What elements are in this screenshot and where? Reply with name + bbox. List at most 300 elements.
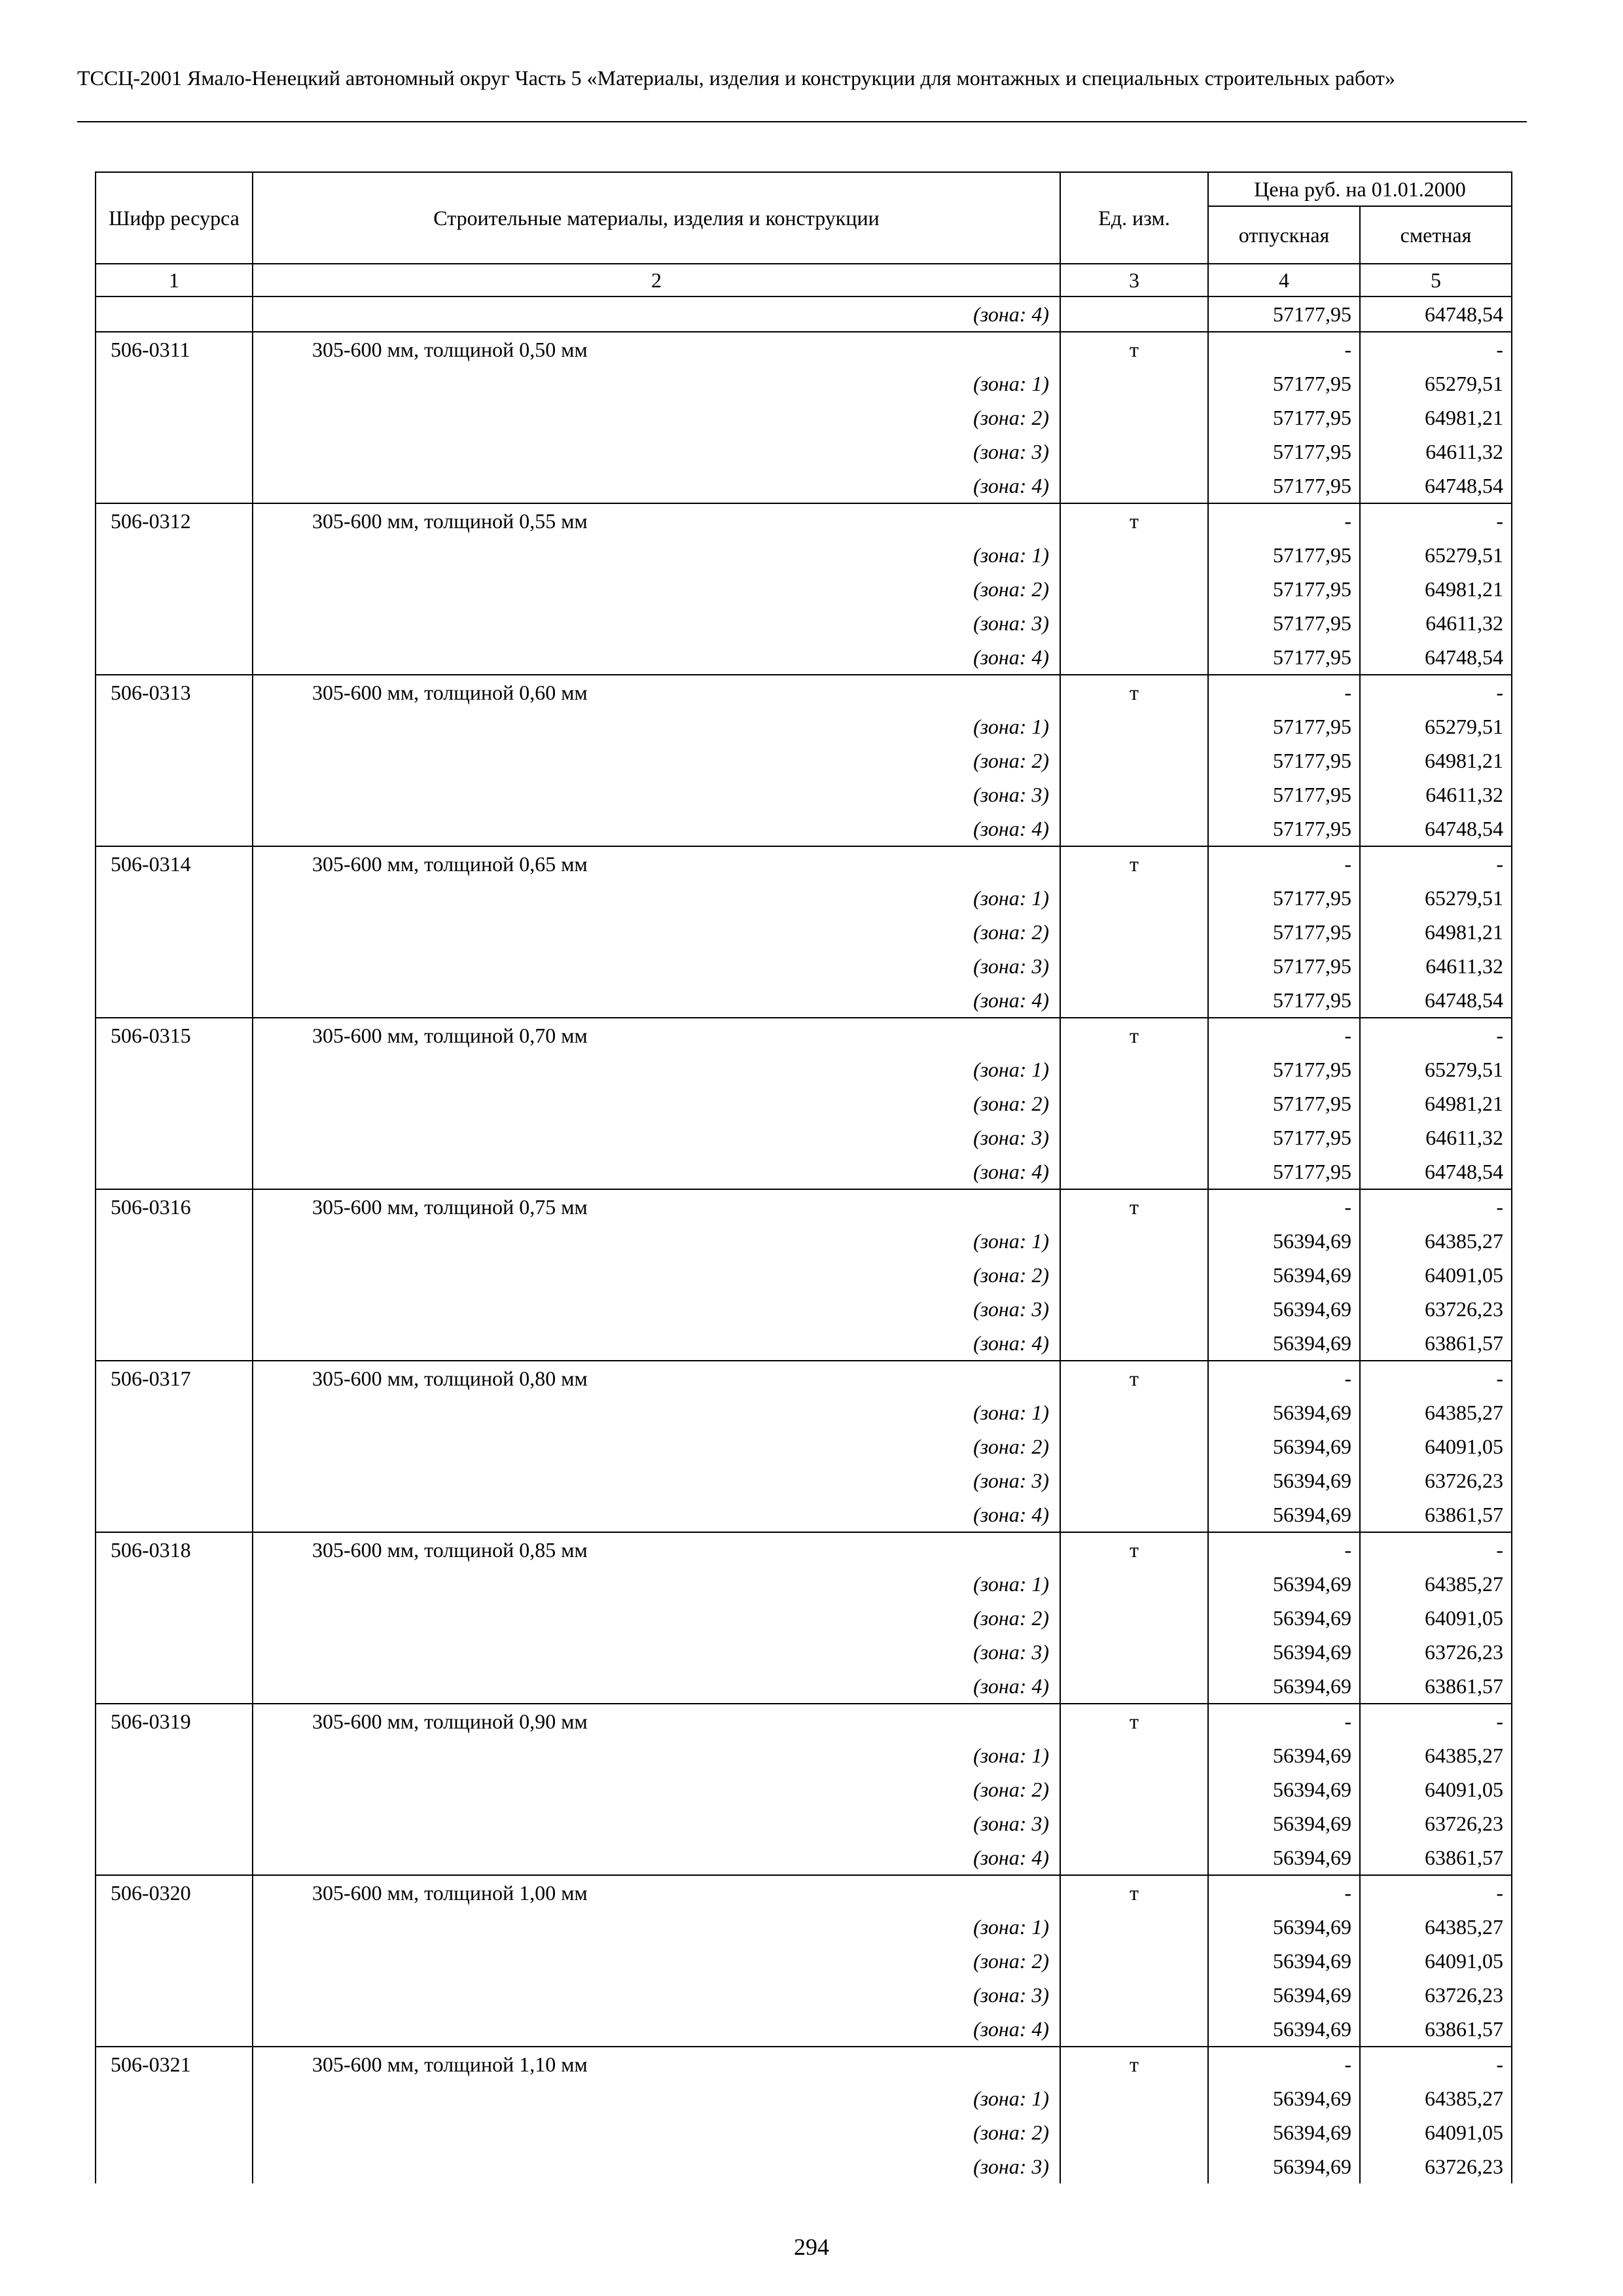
unit-cell [1060, 983, 1208, 1018]
zone-label-cell: (зона: 1) [253, 367, 1060, 401]
material-name-cell: 305-600 мм, толщиной 0,75 мм [253, 1189, 1060, 1224]
material-name-cell: 305-600 мм, толщиной 0,65 мм [253, 846, 1060, 881]
material-name-cell: 305-600 мм, толщиной 0,50 мм [253, 332, 1060, 367]
zone-label-cell: (зона: 3) [253, 778, 1060, 812]
table-row [96, 983, 1512, 1018]
unit-cell [1060, 1326, 1208, 1361]
release-price-cell: 57177,95 [1208, 640, 1360, 675]
resource-code-cell [96, 1155, 253, 1189]
resource-code-cell [96, 812, 253, 846]
estimate-price-cell: 65279,51 [1360, 367, 1512, 401]
resource-code-cell [96, 1978, 253, 2012]
unit-cell [1060, 640, 1208, 675]
col-header-name: Строительные материалы, изделия и конструкции [253, 172, 1060, 264]
unit-cell [1060, 1052, 1208, 1086]
resource-code-cell [96, 744, 253, 778]
table-row [96, 1567, 1512, 1601]
resource-code-cell [96, 1052, 253, 1086]
estimate-price-cell: 65279,51 [1360, 1052, 1512, 1086]
resource-code-cell [96, 2149, 253, 2183]
table-header [96, 172, 1512, 296]
zone-label-cell: (зона: 3) [253, 2149, 1060, 2183]
unit-cell [1060, 2115, 1208, 2149]
release-price-cell: 56394,69 [1208, 1463, 1360, 1498]
col-number-2: 2 [253, 264, 1060, 296]
unit-cell: т [1060, 1875, 1208, 1910]
unit-cell: т [1060, 1189, 1208, 1224]
estimate-price-cell: 64748,54 [1360, 983, 1512, 1018]
resource-code-cell [96, 1224, 253, 1258]
material-name-cell: 305-600 мм, толщиной 0,90 мм [253, 1704, 1060, 1738]
unit-cell [1060, 1944, 1208, 1978]
table-row [96, 435, 1512, 469]
release-price-cell: 56394,69 [1208, 1635, 1360, 1669]
estimate-price-cell: 64091,05 [1360, 1772, 1512, 1806]
estimate-price-cell: 64385,27 [1360, 1395, 1512, 1429]
table-row [96, 1086, 1512, 1121]
resource-code-cell [96, 1806, 253, 1840]
unit-cell [1060, 744, 1208, 778]
col-header-unit: Ед. изм. [1060, 172, 1208, 264]
estimate-price-cell: 64385,27 [1360, 2081, 1512, 2115]
unit-cell [1060, 1806, 1208, 1840]
release-price-cell: 57177,95 [1208, 1086, 1360, 1121]
zone-label-cell: (зона: 1) [253, 1910, 1060, 1944]
release-price-cell: 56394,69 [1208, 2149, 1360, 2183]
release-price-cell: 56394,69 [1208, 1910, 1360, 1944]
estimate-price-cell: 63861,57 [1360, 1326, 1512, 1361]
release-price-cell: 56394,69 [1208, 1292, 1360, 1326]
resource-code-cell: 506-0316 [96, 1189, 253, 1224]
estimate-price-cell: - [1360, 332, 1512, 367]
resource-code-cell [96, 778, 253, 812]
release-price-cell: 56394,69 [1208, 1738, 1360, 1772]
estimate-price-cell: 64611,32 [1360, 1121, 1512, 1155]
unit-cell [1060, 367, 1208, 401]
document-header: ТССЦ-2001 Ямало-Ненецкий автономный округ Часть 5 «Материалы, изделия и конструкции для монтажных и специальных строительных работ» [77, 66, 1395, 90]
resource-code-cell [96, 1121, 253, 1155]
release-price-cell: - [1208, 1875, 1360, 1910]
unit-cell [1060, 1121, 1208, 1155]
zone-label-cell: (зона: 1) [253, 1738, 1060, 1772]
table-row [96, 1121, 1512, 1155]
unit-cell: т [1060, 846, 1208, 881]
unit-cell [1060, 1978, 1208, 2012]
table-row [96, 1292, 1512, 1326]
resource-code-cell: 506-0319 [96, 1704, 253, 1738]
resource-code-cell [96, 1601, 253, 1635]
table-row [96, 778, 1512, 812]
estimate-price-cell: 63861,57 [1360, 2012, 1512, 2047]
release-price-cell: 57177,95 [1208, 983, 1360, 1018]
estimate-price-cell: 64611,32 [1360, 778, 1512, 812]
resource-code-cell: 506-0314 [96, 846, 253, 881]
release-price-cell: 56394,69 [1208, 1498, 1360, 1532]
zone-label-cell: (зона: 3) [253, 1635, 1060, 1669]
zone-label-cell: (зона: 4) [253, 1326, 1060, 1361]
resource-code-cell: 506-0321 [96, 2047, 253, 2081]
release-price-cell: 56394,69 [1208, 1567, 1360, 1601]
release-price-cell: - [1208, 1704, 1360, 1738]
estimate-price-cell: 64611,32 [1360, 949, 1512, 983]
unit-cell [1060, 1498, 1208, 1532]
col-number-4: 4 [1208, 264, 1360, 296]
unit-cell [1060, 1772, 1208, 1806]
resource-code-cell [96, 640, 253, 675]
unit-cell [1060, 1395, 1208, 1429]
resource-code-cell: 506-0317 [96, 1361, 253, 1395]
table-row [96, 401, 1512, 435]
zone-label-cell: (зона: 2) [253, 1772, 1060, 1806]
resource-code-cell [96, 1910, 253, 1944]
table-row [96, 2047, 1512, 2081]
resource-code-cell: 506-0312 [96, 503, 253, 538]
table-row [96, 949, 1512, 983]
estimate-price-cell: 64748,54 [1360, 812, 1512, 846]
release-price-cell: 56394,69 [1208, 1326, 1360, 1361]
estimate-price-cell: 64091,05 [1360, 1944, 1512, 1978]
table-row [96, 640, 1512, 675]
resource-code-cell [96, 1738, 253, 1772]
material-name-cell: 305-600 мм, толщиной 0,55 мм [253, 503, 1060, 538]
unit-cell [1060, 709, 1208, 744]
estimate-price-cell: - [1360, 1532, 1512, 1567]
zone-label-cell: (зона: 3) [253, 435, 1060, 469]
table-row [96, 2149, 1512, 2183]
table-row [96, 915, 1512, 949]
release-price-cell: 56394,69 [1208, 1395, 1360, 1429]
header-rule [77, 121, 1527, 122]
table-row [96, 1635, 1512, 1669]
unit-cell [1060, 401, 1208, 435]
material-name-cell: 305-600 мм, толщиной 1,10 мм [253, 2047, 1060, 2081]
estimate-price-cell: 64611,32 [1360, 606, 1512, 640]
release-price-cell: - [1208, 1018, 1360, 1052]
release-price-cell: - [1208, 332, 1360, 367]
col-header-estimate-price: сметная [1360, 206, 1512, 264]
estimate-price-cell: 63861,57 [1360, 1498, 1512, 1532]
release-price-cell: 57177,95 [1208, 401, 1360, 435]
unit-cell [1060, 606, 1208, 640]
zone-label-cell: (зона: 1) [253, 1567, 1060, 1601]
estimate-price-cell: 63726,23 [1360, 1635, 1512, 1669]
resource-code-cell [96, 709, 253, 744]
release-price-cell: 56394,69 [1208, 1224, 1360, 1258]
material-name-cell: 305-600 мм, толщиной 0,70 мм [253, 1018, 1060, 1052]
resource-code-cell [96, 1463, 253, 1498]
price-table [95, 171, 1512, 2183]
table-row [96, 1224, 1512, 1258]
col-header-code: Шифр ресурса [96, 172, 253, 264]
zone-label-cell: (зона: 4) [253, 1155, 1060, 1189]
unit-cell [1060, 538, 1208, 572]
release-price-cell: - [1208, 846, 1360, 881]
release-price-cell: 56394,69 [1208, 1944, 1360, 1978]
release-price-cell: 57177,95 [1208, 572, 1360, 606]
zone-label-cell: (зона: 2) [253, 1429, 1060, 1463]
zone-label-cell: (зона: 2) [253, 2115, 1060, 2149]
unit-cell [1060, 1601, 1208, 1635]
unit-cell [1060, 2012, 1208, 2047]
resource-code-cell [96, 538, 253, 572]
table-row [96, 1978, 1512, 2012]
zone-label-cell: (зона: 2) [253, 1258, 1060, 1292]
table-row [96, 1189, 1512, 1224]
zone-label-cell: (зона: 4) [253, 983, 1060, 1018]
estimate-price-cell: - [1360, 503, 1512, 538]
resource-code-cell [96, 606, 253, 640]
zone-label-cell: (зона: 4) [253, 469, 1060, 503]
estimate-price-cell: - [1360, 675, 1512, 709]
resource-code-cell: 506-0315 [96, 1018, 253, 1052]
release-price-cell: 57177,95 [1208, 1121, 1360, 1155]
estimate-price-cell: 65279,51 [1360, 881, 1512, 915]
estimate-price-cell: - [1360, 846, 1512, 881]
resource-code-cell [96, 1669, 253, 1704]
unit-cell: т [1060, 1018, 1208, 1052]
unit-cell [1060, 435, 1208, 469]
release-price-cell: 56394,69 [1208, 1978, 1360, 2012]
unit-cell [1060, 1840, 1208, 1875]
estimate-price-cell: - [1360, 1704, 1512, 1738]
estimate-price-cell: 64981,21 [1360, 1086, 1512, 1121]
table-row [96, 1498, 1512, 1532]
resource-code-cell [96, 367, 253, 401]
table-row [96, 744, 1512, 778]
material-name-cell: 305-600 мм, толщиной 0,60 мм [253, 675, 1060, 709]
unit-cell [1060, 1463, 1208, 1498]
col-header-price-group: Цена руб. на 01.01.2000 [1208, 172, 1512, 206]
unit-cell: т [1060, 675, 1208, 709]
release-price-cell: 56394,69 [1208, 1601, 1360, 1635]
release-price-cell: 56394,69 [1208, 1429, 1360, 1463]
table-row [96, 606, 1512, 640]
table-row [96, 1258, 1512, 1292]
unit-cell [1060, 2081, 1208, 2115]
resource-code-cell [96, 1567, 253, 1601]
table-row [96, 1018, 1512, 1052]
table-row [96, 1875, 1512, 1910]
unit-cell [1060, 1669, 1208, 1704]
estimate-price-cell: 63861,57 [1360, 1840, 1512, 1875]
release-price-cell: - [1208, 503, 1360, 538]
resource-code-cell [96, 2012, 253, 2047]
table-row [96, 367, 1512, 401]
table-row [96, 1910, 1512, 1944]
table-row [96, 846, 1512, 881]
estimate-price-cell: 64385,27 [1360, 1224, 1512, 1258]
col-number-1: 1 [96, 264, 253, 296]
resource-code-cell [96, 1772, 253, 1806]
resource-code-cell [96, 1086, 253, 1121]
table-row [96, 538, 1512, 572]
estimate-price-cell: 64091,05 [1360, 1258, 1512, 1292]
resource-code-cell [96, 1292, 253, 1326]
resource-code-cell [96, 1326, 253, 1361]
zone-label-cell: (зона: 4) [253, 812, 1060, 846]
resource-code-cell [96, 296, 253, 332]
release-price-cell: - [1208, 1189, 1360, 1224]
table-row [96, 1669, 1512, 1704]
table-row [96, 1155, 1512, 1189]
zone-label-cell: (зона: 4) [253, 296, 1060, 332]
table-row [96, 332, 1512, 367]
table-row [96, 1806, 1512, 1840]
zone-label-cell: (зона: 4) [253, 1669, 1060, 1704]
release-price-cell: - [1208, 1532, 1360, 1567]
table-row [96, 1601, 1512, 1635]
estimate-price-cell: 64981,21 [1360, 572, 1512, 606]
estimate-price-cell: - [1360, 1189, 1512, 1224]
release-price-cell: - [1208, 1361, 1360, 1395]
unit-cell: т [1060, 2047, 1208, 2081]
col-header-release-price: отпускная [1208, 206, 1360, 264]
unit-cell [1060, 296, 1208, 332]
zone-label-cell: (зона: 2) [253, 915, 1060, 949]
table-row [96, 1463, 1512, 1498]
release-price-cell: 57177,95 [1208, 778, 1360, 812]
release-price-cell: 56394,69 [1208, 1840, 1360, 1875]
resource-code-cell [96, 1429, 253, 1463]
zone-label-cell: (зона: 4) [253, 1840, 1060, 1875]
estimate-price-cell: 64091,05 [1360, 1429, 1512, 1463]
zone-label-cell: (зона: 2) [253, 1944, 1060, 1978]
zone-label-cell: (зона: 4) [253, 640, 1060, 675]
zone-label-cell: (зона: 3) [253, 1292, 1060, 1326]
resource-code-cell [96, 401, 253, 435]
page-number: 294 [794, 2234, 829, 2260]
unit-cell [1060, 1429, 1208, 1463]
estimate-price-cell: 64981,21 [1360, 915, 1512, 949]
resource-code-cell [96, 2081, 253, 2115]
resource-code-cell: 506-0311 [96, 332, 253, 367]
release-price-cell: 56394,69 [1208, 2081, 1360, 2115]
zone-label-cell: (зона: 1) [253, 2081, 1060, 2115]
table-row [96, 1395, 1512, 1429]
zone-label-cell: (зона: 1) [253, 709, 1060, 744]
unit-cell [1060, 469, 1208, 503]
zone-label-cell: (зона: 2) [253, 1601, 1060, 1635]
release-price-cell: 56394,69 [1208, 1806, 1360, 1840]
table-row [96, 503, 1512, 538]
estimate-price-cell: 64385,27 [1360, 1910, 1512, 1944]
table-row [96, 296, 1512, 332]
release-price-cell: - [1208, 675, 1360, 709]
resource-code-cell: 506-0318 [96, 1532, 253, 1567]
zone-label-cell: (зона: 3) [253, 606, 1060, 640]
unit-cell [1060, 1910, 1208, 1944]
release-price-cell: 57177,95 [1208, 538, 1360, 572]
resource-code-cell [96, 572, 253, 606]
resource-code-cell [96, 2115, 253, 2149]
zone-label-cell: (зона: 1) [253, 538, 1060, 572]
estimate-price-cell: 64981,21 [1360, 401, 1512, 435]
estimate-price-cell: 64385,27 [1360, 1738, 1512, 1772]
table-row [96, 1429, 1512, 1463]
resource-code-cell [96, 469, 253, 503]
estimate-price-cell: 63726,23 [1360, 1463, 1512, 1498]
estimate-price-cell: 63726,23 [1360, 2149, 1512, 2183]
estimate-price-cell: 64748,54 [1360, 469, 1512, 503]
zone-label-cell: (зона: 1) [253, 1395, 1060, 1429]
estimate-price-cell: 64385,27 [1360, 1567, 1512, 1601]
estimate-price-cell: 64981,21 [1360, 744, 1512, 778]
unit-cell [1060, 2149, 1208, 2183]
release-price-cell: 56394,69 [1208, 1772, 1360, 1806]
zone-label-cell: (зона: 1) [253, 1052, 1060, 1086]
release-price-cell: 57177,95 [1208, 1052, 1360, 1086]
table-body [96, 296, 1512, 2183]
unit-cell [1060, 881, 1208, 915]
estimate-price-cell: 64748,54 [1360, 296, 1512, 332]
unit-cell [1060, 1258, 1208, 1292]
release-price-cell: - [1208, 2047, 1360, 2081]
zone-label-cell: (зона: 3) [253, 1463, 1060, 1498]
estimate-price-cell: 64748,54 [1360, 1155, 1512, 1189]
release-price-cell: 56394,69 [1208, 1258, 1360, 1292]
unit-cell [1060, 778, 1208, 812]
resource-code-cell [96, 1944, 253, 1978]
unit-cell [1060, 1635, 1208, 1669]
table-row [96, 469, 1512, 503]
estimate-price-cell: 64091,05 [1360, 2115, 1512, 2149]
resource-code-cell [96, 1258, 253, 1292]
estimate-price-cell: 63861,57 [1360, 1669, 1512, 1704]
unit-cell [1060, 1155, 1208, 1189]
unit-cell [1060, 1292, 1208, 1326]
table-row [96, 1738, 1512, 1772]
estimate-price-cell: 64748,54 [1360, 640, 1512, 675]
table-row [96, 2081, 1512, 2115]
release-price-cell: 56394,69 [1208, 2012, 1360, 2047]
resource-code-cell [96, 1635, 253, 1669]
estimate-price-cell: 63726,23 [1360, 1292, 1512, 1326]
release-price-cell: 57177,95 [1208, 744, 1360, 778]
zone-label-cell: (зона: 3) [253, 1121, 1060, 1155]
material-name-cell: 305-600 мм, толщиной 1,00 мм [253, 1875, 1060, 1910]
zone-label-cell: (зона: 3) [253, 1978, 1060, 2012]
unit-cell [1060, 1567, 1208, 1601]
release-price-cell: 57177,95 [1208, 296, 1360, 332]
table-row [96, 1052, 1512, 1086]
estimate-price-cell: 64091,05 [1360, 1601, 1512, 1635]
material-name-cell: 305-600 мм, толщиной 0,85 мм [253, 1532, 1060, 1567]
estimate-price-cell: - [1360, 1361, 1512, 1395]
resource-code-cell [96, 1395, 253, 1429]
estimate-price-cell: - [1360, 2047, 1512, 2081]
table-row [96, 1361, 1512, 1395]
resource-code-cell: 506-0313 [96, 675, 253, 709]
zone-label-cell: (зона: 2) [253, 744, 1060, 778]
table-row [96, 1772, 1512, 1806]
resource-code-cell [96, 915, 253, 949]
table-row [96, 1944, 1512, 1978]
unit-cell [1060, 915, 1208, 949]
zone-label-cell: (зона: 3) [253, 1806, 1060, 1840]
col-number-5: 5 [1360, 264, 1512, 296]
table-row [96, 2115, 1512, 2149]
estimate-price-cell: 65279,51 [1360, 709, 1512, 744]
table-row [96, 2012, 1512, 2047]
release-price-cell: 57177,95 [1208, 812, 1360, 846]
estimate-price-cell: 64611,32 [1360, 435, 1512, 469]
release-price-cell: 57177,95 [1208, 367, 1360, 401]
unit-cell [1060, 949, 1208, 983]
table-row [96, 812, 1512, 846]
table-row [96, 709, 1512, 744]
table-row [96, 572, 1512, 606]
zone-label-cell: (зона: 3) [253, 949, 1060, 983]
